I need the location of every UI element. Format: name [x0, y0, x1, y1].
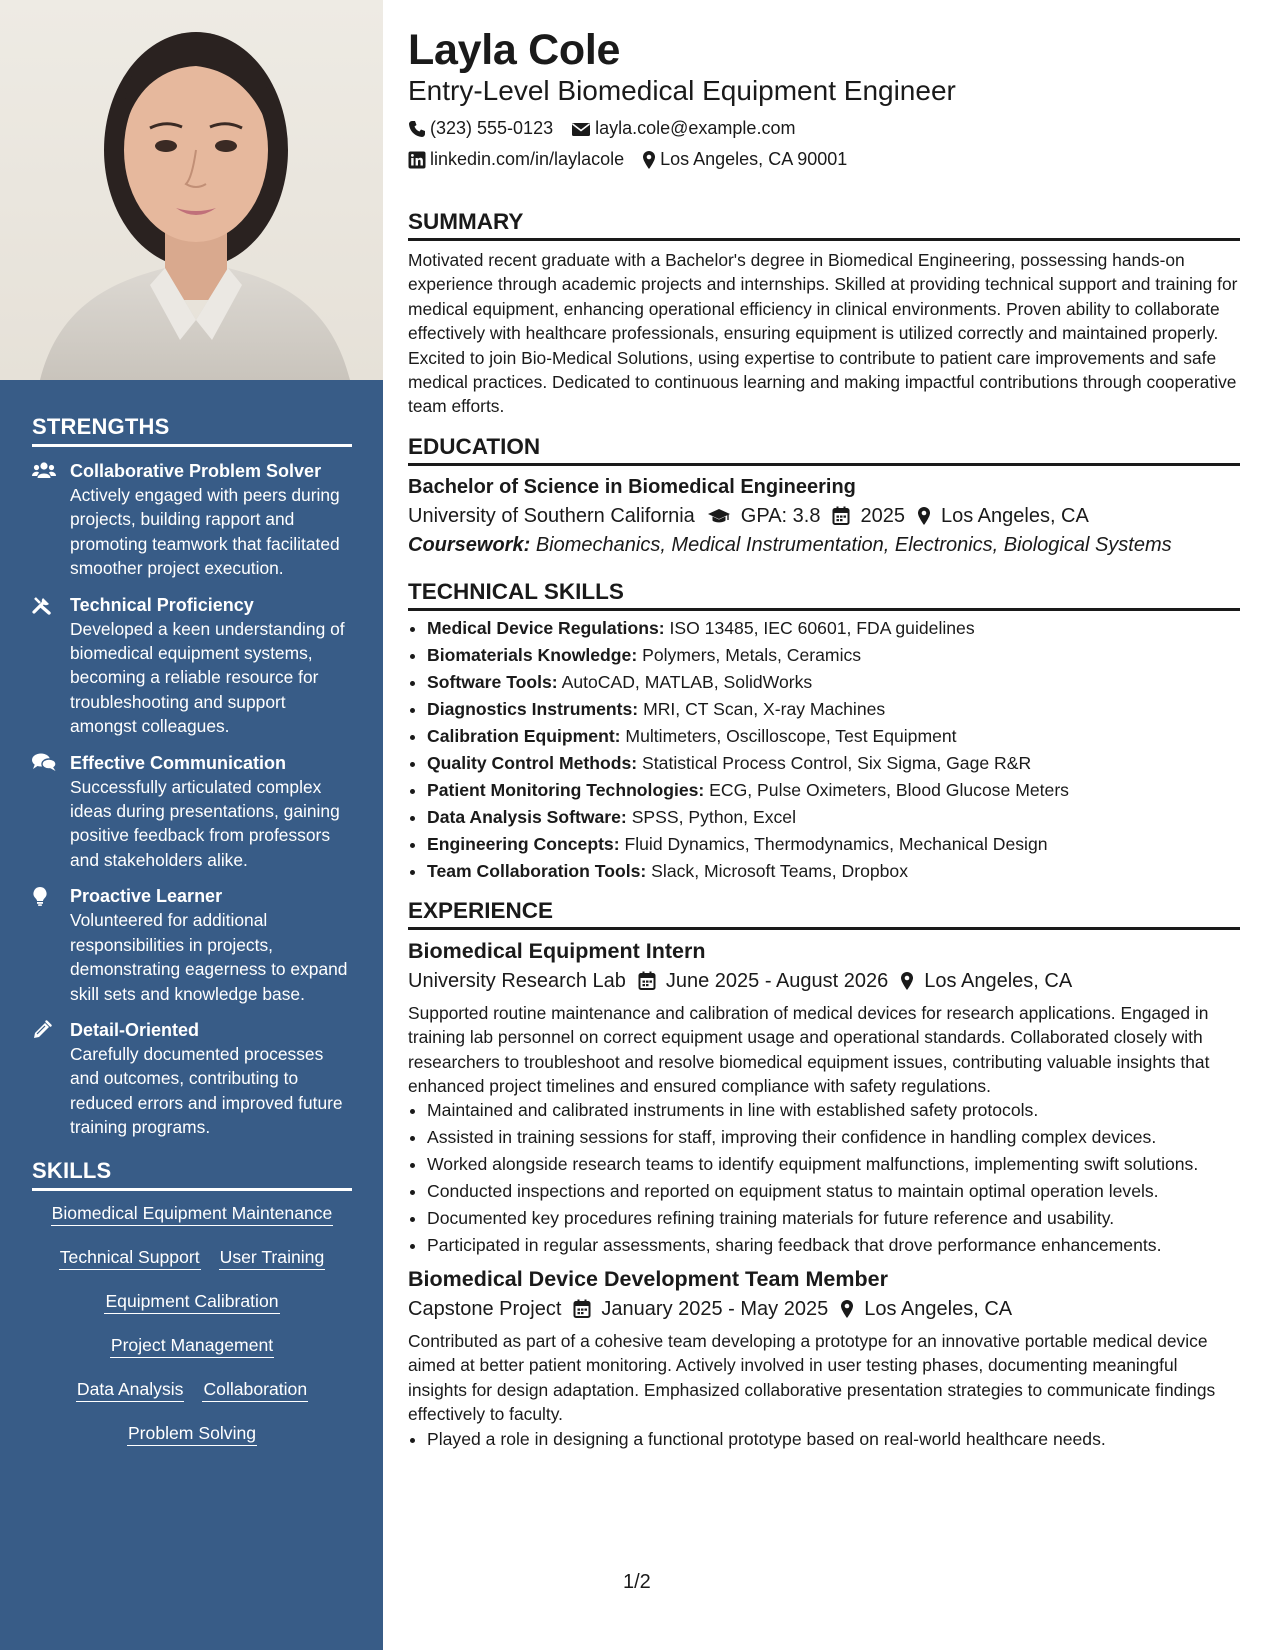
calendar-icon	[832, 506, 850, 525]
skill-tag: Biomedical Equipment Maintenance	[51, 1201, 334, 1226]
list-item	[427, 615, 1240, 642]
map-pin-icon	[642, 150, 656, 170]
strength-title: Effective Communication	[70, 752, 287, 773]
job-location: Los Angeles, CA	[864, 1297, 1013, 1320]
job-title: Biomedical Device Development Team Member	[408, 1266, 888, 1291]
strength-item	[32, 1018, 352, 1140]
skill-tag: Data Analysis	[76, 1377, 185, 1402]
summary-text: Motivated recent graduate with a Bachelor's degree in Biomedical Engineering, possessing hands-on experience through academic projects and internships. Skilled at providing technical support and training for medical equipment, enhancing operational efficiency in clinical environments. Proven ability to collaborate effectively with healthcare professionals, ensuring equipment is utilized correctly and maintained properly. Excited to join Bio-Medical Solutions, using expertise to contribute to patient care improvements and safe medical practices. Dedicated to continuous learning and making impactful contributions through cooperative team efforts.	[408, 250, 1238, 417]
skill-value: Fluid Dynamics, Thermodynamics, Mechanical Design	[624, 833, 1048, 854]
technical-skills-list	[408, 615, 1240, 885]
comments-icon	[32, 751, 70, 776]
strength-desc: Carefully documented processes and outcomes, contributing to reduced errors and improved future training programs.	[70, 1043, 343, 1138]
location-contact	[642, 149, 847, 170]
contact-row	[408, 116, 1240, 141]
list-item	[427, 642, 1240, 669]
skill-tag: Project Management	[110, 1333, 274, 1358]
strength-item	[32, 884, 352, 1006]
strength-desc: Developed a keen understanding of biomedical equipment systems, becoming a reliable resource for troubleshooting and support amongst colleagues.	[70, 618, 345, 737]
linkedin-text[interactable]: linkedin.com/in/laylacole	[430, 149, 625, 169]
main-content	[408, 0, 1240, 1454]
job-dates: June 2025 - August 2026	[665, 969, 889, 992]
strength-title: Detail-Oriented	[70, 1019, 200, 1040]
list-item	[427, 750, 1240, 777]
graduation-cap-icon	[707, 508, 731, 524]
profile-photo	[0, 0, 383, 380]
skill-value: Multimeters, Oscilloscope, Test Equipment	[625, 725, 957, 746]
strength-desc: Volunteered for additional responsibilities in projects, demonstrating eagerness to expand skill sets and knowledge base.	[70, 910, 348, 1004]
list-item	[427, 831, 1240, 858]
list-item: • Participated in regular assessments, sharing feedback that drove performance enhancements.	[427, 1233, 1240, 1257]
list-item	[427, 777, 1240, 804]
email-text[interactable]: layla.cole@example.com	[595, 118, 796, 138]
strength-desc: Successfully articulated complex ideas during presentations, gaining positive feedback from professors and stakeholders alike.	[70, 776, 340, 870]
summary-heading: SUMMARY	[408, 208, 1240, 241]
strength-title: Collaborative Problem Solver	[70, 461, 322, 481]
avatar	[0, 0, 383, 380]
job-entry	[408, 937, 1240, 1258]
linkedin-contact[interactable]	[408, 149, 624, 170]
list-item	[427, 858, 1240, 885]
education-heading: EDUCATION	[408, 433, 1240, 466]
school-name: University of Southern California	[408, 504, 695, 527]
calendar-icon	[573, 1299, 591, 1318]
job-meta	[408, 967, 1240, 995]
job-dates: January 2025 - May 2025	[601, 1297, 829, 1320]
tools-icon	[32, 593, 70, 620]
technical-skills-heading: TECHNICAL SKILLS	[408, 578, 1240, 611]
education-location: Los Angeles, CA	[940, 504, 1089, 527]
sidebar	[0, 0, 383, 1650]
strengths-section	[0, 414, 383, 1140]
skill-value: MRI, CT Scan, X-ray Machines	[643, 698, 886, 719]
list-item	[427, 723, 1240, 750]
strength-title: Technical Proficiency	[70, 594, 254, 615]
skill-value: Slack, Microsoft Teams, Dropbox	[651, 860, 908, 881]
coursework-label: Coursework:	[408, 533, 531, 556]
job-org: University Research Lab	[408, 969, 626, 992]
job-org: Capstone Project	[408, 1297, 562, 1320]
map-pin-icon	[900, 971, 914, 991]
skill-label: Calibration Equipment:	[427, 725, 621, 746]
calendar-icon	[638, 971, 656, 990]
skill-label: Data Analysis Software:	[427, 806, 627, 827]
map-pin-icon	[840, 1299, 854, 1319]
skill-value: Statistical Process Control, Six Sigma, Gage R&R	[642, 752, 1032, 773]
skill-value: SPSS, Python, Excel	[631, 806, 796, 827]
skill-label: Software Tools:	[427, 671, 558, 692]
graduation-year: 2025	[860, 504, 905, 527]
coursework-line	[408, 530, 1240, 560]
job-title: Biomedical Equipment Intern	[408, 938, 706, 963]
education-meta	[408, 502, 1240, 530]
envelope-icon	[571, 121, 591, 137]
strength-desc: Actively engaged with peers during projects, building rapport and promoting teamwork that facilitated smoother project execution.	[70, 485, 340, 579]
skill-value: ECG, Pulse Oximeters, Blood Glucose Meters	[709, 779, 1069, 800]
phone-text: (323) 555-0123	[430, 118, 554, 138]
job-description: Contributed as part of a cohesive team developing a prototype for an innovative portable medical device aimed at better patient monitoring. Actively involved in user testing phases, documenting meaningful insights for design adaptation. Emphasized collaborative presentation strategies to communicate findings effectively to faculty.	[408, 1330, 1216, 1425]
linkedin-icon	[408, 151, 426, 169]
email-contact[interactable]	[571, 118, 795, 139]
phone-icon	[408, 120, 426, 138]
job-entry	[408, 1265, 1240, 1451]
skill-value: AutoCAD, MATLAB, SolidWorks	[561, 671, 813, 692]
skill-tag: Collaboration	[202, 1377, 308, 1402]
map-pin-icon	[917, 506, 931, 526]
list-item: • Maintained and calibrated instruments in line with established safety protocols.	[427, 1098, 1240, 1122]
contact-row	[408, 147, 1240, 172]
strength-item	[32, 459, 352, 581]
skill-value: ISO 13485, IEC 60601, FDA guidelines	[669, 617, 975, 638]
lightbulb-icon	[32, 884, 70, 911]
skill-value: Polymers, Metals, Ceramics	[642, 644, 862, 665]
list-item	[427, 669, 1240, 696]
skill-label: Diagnostics Instruments:	[427, 698, 639, 719]
list-item: • Conducted inspections and reported on equipment status to maintain optimal operation levels.	[427, 1179, 1240, 1203]
job-meta	[408, 1295, 1240, 1323]
skill-label: Quality Control Methods:	[427, 752, 638, 773]
page-indicator: 1/2	[623, 1571, 651, 1593]
users-icon	[32, 459, 70, 484]
pencil-icon	[32, 1018, 70, 1045]
experience-heading: EXPERIENCE	[408, 897, 1240, 930]
job-location: Los Angeles, CA	[924, 969, 1073, 992]
skills-heading: SKILLS	[32, 1158, 352, 1191]
skill-label: Engineering Concepts:	[427, 833, 620, 854]
strength-item	[32, 593, 352, 739]
skill-label: Team Collaboration Tools:	[427, 860, 647, 881]
strength-title: Proactive Learner	[70, 886, 223, 907]
skills-section	[0, 1158, 383, 1446]
job-bullets	[408, 1098, 1240, 1257]
coursework-text: Biomechanics, Medical Instrumentation, Electronics, Biological Systems	[535, 533, 1172, 556]
candidate-name: Layla Cole	[408, 26, 621, 74]
location-text: Los Angeles, CA 90001	[660, 149, 848, 169]
job-description: Supported routine maintenance and calibration of medical devices for research applications. Engaged in training lab personnel on correct equipment usage and operational standards. Collaborated closely with researchers to troubleshoot and resolve biomedical equipment issues, contributing valuable insights that enhanced project timelines and ensured compliance with safety regulations.	[408, 1002, 1210, 1097]
list-item	[427, 804, 1240, 831]
job-bullets	[408, 1427, 1240, 1451]
degree-title: Bachelor of Science in Biomedical Engineering	[408, 475, 856, 498]
gpa-text: GPA: 3.8	[740, 504, 821, 527]
list-item: • Worked alongside research teams to identify equipment malfunctions, implementing swift solutions.	[427, 1152, 1240, 1176]
candidate-role: Entry-Level Biomedical Equipment Engineer	[408, 75, 956, 106]
skill-tag: Equipment Calibration	[104, 1289, 279, 1314]
skill-label: Patient Monitoring Technologies:	[427, 779, 705, 800]
skill-label: Medical Device Regulations:	[427, 617, 665, 638]
list-item: • Documented key procedures refining training materials for future reference and usability.	[427, 1206, 1240, 1230]
list-item	[427, 696, 1240, 723]
strengths-heading: STRENGTHS	[32, 414, 352, 447]
strength-item	[32, 751, 352, 873]
phone-contact	[408, 118, 553, 139]
list-item: • Assisted in training sessions for staff, improving their confidence in handling complex devices.	[427, 1125, 1240, 1149]
skill-tag: Problem Solving	[127, 1421, 257, 1446]
skill-tag: User Training	[219, 1245, 326, 1270]
skill-label: Biomaterials Knowledge:	[427, 644, 638, 665]
list-item: • Played a role in designing a functional prototype based on real-world healthcare needs.	[427, 1427, 1240, 1451]
skill-tag: Technical Support	[59, 1245, 201, 1270]
